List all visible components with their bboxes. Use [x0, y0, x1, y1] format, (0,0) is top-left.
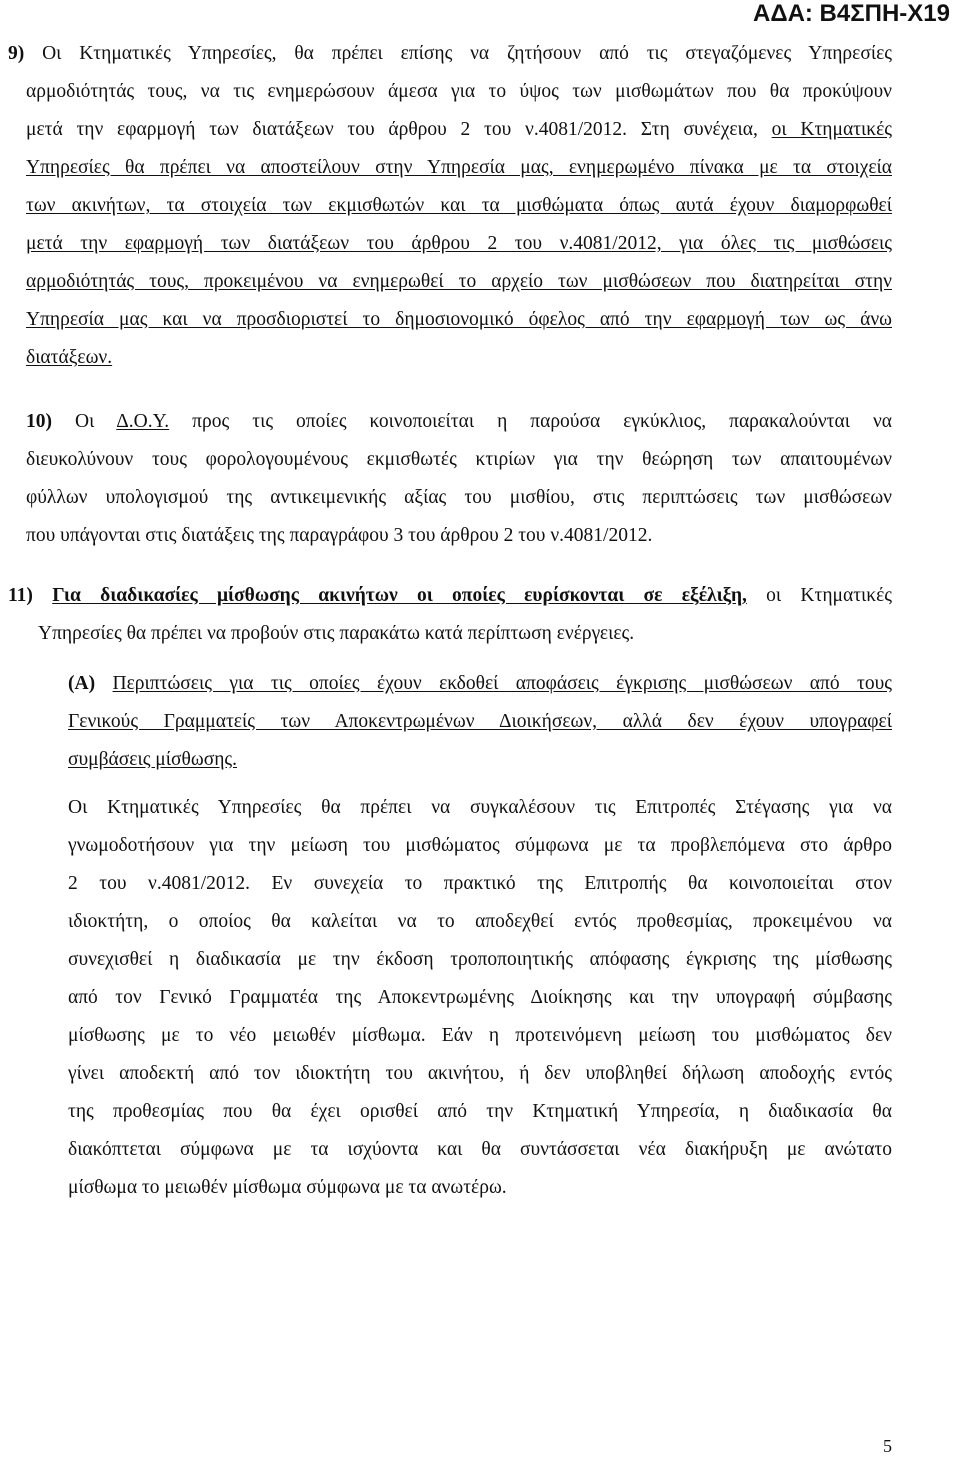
- case-a-body-line-10: διακόπτεται σύμφωνα με τα ισχύοντα και θα συντάσσεται νέα διακήρυξη με ανώτατο: [68, 1139, 892, 1160]
- paragraph-9: [8, 35, 892, 377]
- paragraph-9-line-8: Υπηρεσία μας και να προσδιοριστεί το δημοσιονομικό όφελος από την εφαρμογή των ως άνω: [26, 309, 892, 330]
- paragraph-10-line-1: 10) Οι Δ.Ο.Υ. προς τις οποίες κοινοποιείται η παρούσα εγκύκλιος, παρακαλούνται να: [26, 411, 893, 432]
- ada-code: ΑΔΑ: Β4ΣΠΗ-Χ19: [752, 0, 950, 27]
- paragraph-10: [26, 403, 892, 555]
- case-a-body-line-6: από τον Γενικό Γραμματέα της Αποκεντρωμένης Διοίκησης και την υπογραφή σύμβασης: [68, 987, 892, 1008]
- case-a-heading: [68, 665, 892, 779]
- case-a-body: [68, 789, 892, 1207]
- case-a-body-line-5: συνεχισθεί η διαδικασία με την έκδοση τροποποιητικής απόφασης έγκρισης της μίσθωσης: [68, 949, 892, 970]
- paragraph-9-line-2: αρμοδιότητάς τους, να τις ενημερώσουν άμεσα για το ύψος των μισθωμάτων που θα προκύψουν: [26, 81, 892, 102]
- case-a-body-line-1: Οι Κτηματικές Υπηρεσίες θα πρέπει να συγκαλέσουν τις Επιτροπές Στέγασης για να: [68, 797, 892, 818]
- case-a-line-2: Γενικούς Γραμματείς των Αποκεντρωμένων Διοικήσεων, αλλά δεν έχουν υπογραφεί: [68, 711, 892, 732]
- paragraph-11-line-2: Υπηρεσίες θα πρέπει να προβούν στις παρακάτω κατά περίπτωση ενέργειες.: [38, 623, 635, 644]
- case-a-line-1: (Α) Περιπτώσεις για τις οποίες έχουν εκδοθεί αποφάσεις έγκρισης μισθώσεων από τους: [68, 673, 893, 694]
- paragraph-9-line-5: των ακινήτων, τα στοιχεία των εκμισθωτών και τα μισθώματα όπως αυτά έχουν διαμορφωθεί: [26, 195, 892, 216]
- case-a-body-line-9: της προθεσμίας που θα έχει ορισθεί από την Κτηματική Υπηρεσία, η διαδικασία θα: [68, 1101, 892, 1122]
- paragraph-9-line-1: 9) Οι Κτηματικές Υπηρεσίες, θα πρέπει επίσης να ζητήσουν από τις στεγαζόμενες Υπηρεσίες: [8, 43, 893, 64]
- case-a-body-line-2: γνωμοδοτήσουν για την μείωση του μισθώματος σύμφωνα με τα προβλεπόμενα στο άρθρο: [68, 835, 892, 856]
- case-a-body-line-7: μίσθωσης με το νέο μειωθέν μίσθωμα. Εάν η προτεινόμενη μείωση του μισθώματος δεν: [68, 1025, 892, 1046]
- paragraph-9-line-3: μετά την εφαρμογή των διατάξεων του άρθρου 2 του ν.4081/2012. Στη συνέχεια, οι Κτηματικές: [26, 119, 892, 140]
- case-a-body-line-11: μίσθωμα το μειωθέν μίσθωμα σύμφωνα με τα ανωτέρω.: [68, 1177, 507, 1198]
- case-a-body-line-3: 2 του ν.4081/2012. Εν συνεχεία το πρακτικό της Επιτροπής θα κοινοποιείται στον: [68, 873, 892, 894]
- page-number: 5: [883, 1436, 892, 1456]
- paragraph-10-line-4: που υπάγονται στις διατάξεις της παραγράφου 3 του άρθρου 2 του ν.4081/2012.: [26, 525, 653, 546]
- item-number-11: 11): [8, 585, 33, 606]
- paragraph-11: [8, 577, 892, 653]
- paragraph-9-line-9: διατάξεων.: [26, 347, 113, 368]
- paragraph-9-line-6: μετά την εφαρμογή των διατάξεων του άρθρου 2 του ν.4081/2012, για όλες τις μισθώσεις: [26, 233, 892, 254]
- paragraph-11-line-1: 11) Για διαδικασίες μίσθωσης ακινήτων οι οποίες ευρίσκονται σε εξέλιξη, οι Κτηματικές: [8, 585, 893, 606]
- item-number-9: 9): [8, 43, 25, 64]
- case-a-body-line-8: γίνει αποδεκτή από τον ιδιοκτήτη του ακινήτου, ή δεν υποβληθεί δήλωση αποδοχής εντός: [68, 1063, 892, 1084]
- case-a-line-3: συμβάσεις μίσθωσης.: [68, 749, 237, 770]
- paragraph-10-line-2: διευκολύνουν τους φορολογουμένους εκμισθωτές κτιρίων για την θεώρηση των απαιτουμένων: [26, 449, 892, 470]
- paragraph-9-line-4: Υπηρεσίες θα πρέπει να αποστείλουν στην Υπηρεσία μας, ενημερωμένο πίνακα με τα στοιχεία: [26, 157, 892, 178]
- case-a-body-line-4: ιδιοκτήτη, ο οποίος θα καλείται να το αποδεχθεί εντός προθεσμίας, προκειμένου να: [68, 911, 892, 932]
- case-a-label: (Α): [68, 673, 96, 694]
- paragraph-9-line-7: αρμοδιότητάς τους, προκειμένου να ενημερωθεί το αρχείο των μισθώσεων που διατηρείται στην: [26, 271, 892, 292]
- paragraph-10-line-3: φύλλων υπολογισμού της αντικειμενικής αξίας του μισθίου, στις περιπτώσεις των μισθώσεων: [26, 487, 892, 508]
- item-number-10: 10): [26, 411, 52, 432]
